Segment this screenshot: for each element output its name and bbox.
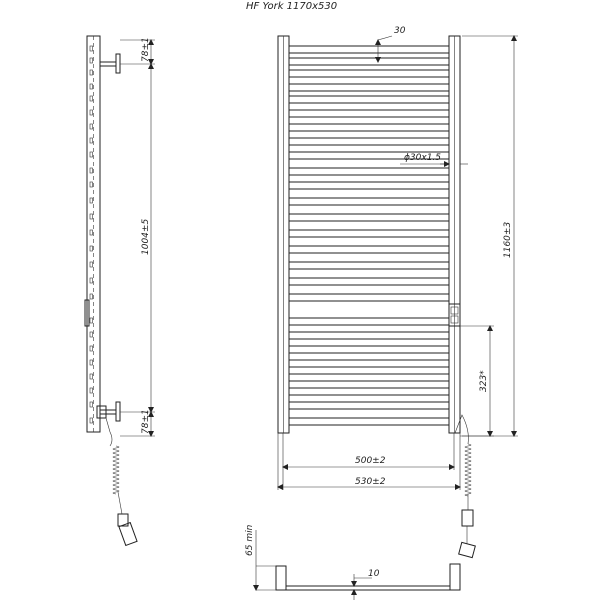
horizontal-bar bbox=[289, 246, 449, 253]
side-bar-tick bbox=[90, 168, 93, 173]
side-bar-tick bbox=[90, 360, 93, 365]
horizontal-bar bbox=[289, 346, 449, 353]
wall-distance-dimension: 10 bbox=[368, 569, 380, 579]
horizontal-bar bbox=[289, 374, 449, 381]
horizontal-bar bbox=[289, 58, 449, 65]
bottom-offset-dimension: 78±1 bbox=[141, 409, 151, 434]
min-depth-dimension: 65 min bbox=[245, 524, 255, 556]
horizontal-bar bbox=[289, 168, 449, 175]
horizontal-bar bbox=[289, 230, 449, 237]
side-bar-tick bbox=[90, 346, 93, 351]
side-bar-tick bbox=[90, 96, 93, 101]
side-bar-tick bbox=[90, 124, 93, 129]
side-bar-tick bbox=[90, 84, 93, 89]
side-bar-tick bbox=[90, 278, 93, 283]
tube-diameter-dimension: ϕ30x1.5 bbox=[404, 153, 442, 163]
side-bar-tick bbox=[90, 138, 93, 143]
horizontal-bar bbox=[289, 182, 449, 189]
side-bar-tick bbox=[90, 70, 93, 75]
horizontal-bar bbox=[289, 318, 449, 325]
side-bar-tick bbox=[90, 402, 93, 407]
side-bar-tick bbox=[90, 388, 93, 393]
top-view-left-mount bbox=[276, 566, 286, 590]
heater-height-dimension: 323* bbox=[479, 370, 489, 392]
side-bar-tick bbox=[90, 46, 93, 51]
side-bar-tick bbox=[90, 318, 93, 323]
top-view-right-mount bbox=[450, 564, 460, 590]
side-bar-tick bbox=[90, 198, 93, 203]
side-height-dimension: 1004±5 bbox=[141, 218, 151, 255]
horizontal-bar bbox=[289, 138, 449, 145]
outer-width-dimension: 530±2 bbox=[355, 477, 386, 487]
side-bar-tick bbox=[90, 294, 93, 299]
side-bar-tick bbox=[90, 152, 93, 157]
side-coiled-cable bbox=[106, 418, 137, 545]
side-bar-tick bbox=[90, 182, 93, 187]
horizontal-bar bbox=[289, 418, 449, 425]
side-bar-tick bbox=[90, 374, 93, 379]
horizontal-bar bbox=[289, 84, 449, 91]
side-bar-tick bbox=[90, 230, 93, 235]
top-view bbox=[245, 524, 460, 600]
horizontal-bar bbox=[289, 198, 449, 205]
side-bar-tick bbox=[90, 332, 93, 337]
horizontal-bar bbox=[289, 388, 449, 395]
top-wall-bracket bbox=[100, 54, 120, 73]
horizontal-bar bbox=[289, 360, 449, 367]
side-bar-ticks bbox=[90, 46, 93, 423]
side-bar-tick bbox=[90, 246, 93, 251]
horizontal-bar bbox=[289, 214, 449, 221]
side-bar-tick bbox=[90, 262, 93, 267]
horizontal-bar bbox=[289, 70, 449, 77]
horizontal-bar bbox=[289, 124, 449, 131]
inner-width-dimension: 500±2 bbox=[355, 456, 386, 466]
side-bar-tick bbox=[90, 58, 93, 63]
side-view bbox=[85, 36, 155, 545]
horizontal-bar bbox=[289, 278, 449, 285]
drawing-title: HF York 1170x530 bbox=[246, 1, 338, 12]
horizontal-bar bbox=[289, 332, 449, 339]
horizontal-bar bbox=[289, 294, 449, 301]
horizontal-bar bbox=[289, 46, 449, 53]
overall-height-dimension: 1160±3 bbox=[503, 221, 513, 258]
horizontal-bar bbox=[289, 402, 449, 409]
side-bar-tick bbox=[90, 214, 93, 219]
side-bar-tick bbox=[90, 418, 93, 423]
horizontal-bar bbox=[289, 262, 449, 269]
horizontal-bar bbox=[289, 96, 449, 103]
bar-pitch-dimension: 30 bbox=[394, 26, 406, 36]
front-view bbox=[278, 26, 518, 558]
side-bar-tick bbox=[90, 110, 93, 115]
front-coiled-cable bbox=[455, 415, 475, 558]
horizontal-bars bbox=[289, 46, 449, 425]
top-offset-dimension: 78±1 bbox=[141, 37, 151, 62]
horizontal-bar bbox=[289, 110, 449, 117]
